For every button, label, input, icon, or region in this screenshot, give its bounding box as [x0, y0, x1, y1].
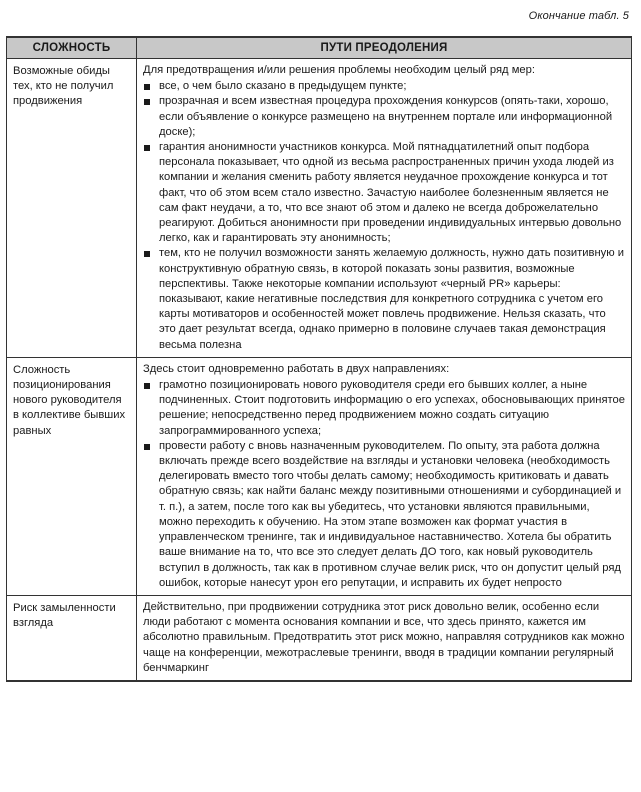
difficulty-cell: Сложность позиционирования нового руководителя в коллективе бывших равных [7, 357, 137, 595]
solution-cell [137, 357, 632, 595]
solution-list [143, 378, 625, 591]
header-difficulty: СЛОЖНОСТЬ [7, 37, 137, 59]
list-item: все, о чем было сказано в предыдущем пункте; [143, 79, 625, 94]
list-item: гарантия анонимности участников конкурса. Мой пятнадцатилетний опыт подбора персонала показывает, что одной из весьма распространенных причин ухода людей из компании и желания сменить работу является неудачное прохождение конкурса и тот факт, что об этом всем стало известно. Зачастую наиболее болезненным является не сам факт неудачи, а то, что все знают об этом и далеко не всегда доброжелательно реагируют. Добиться анонимности при проведении индивидуальных интервью довольно легко, как и гарантировать эту анонимность; [143, 140, 625, 246]
solution-cell [137, 59, 632, 358]
solution-intro: Здесь стоит одновременно работать в двух направлениях: [143, 362, 450, 375]
difficulty-cell: Риск замыленности взгляда [7, 595, 137, 681]
solution-intro: Для предотвращения и/или решения проблемы необходим целый ряд мер: [143, 64, 535, 76]
list-item: провести работу с вновь назначенным руководителем. По опыту, эта работа должна включать прежде всего воздействие на взгляды и установки человека (необходимость делегировать вместо того чтобы делать самому; необходимость критиковать и давать обратную связь; как найти баланс между позитивными отношениями и субординацией и т. п.), а затем, после того как вы убедитесь, что установки являются правильными, можно переходить к обучению. На этом этапе возможен как формат участия в управленческом тренинге, так и индивидуальное наставничество. Хотела бы обратить ваше внимание на то, что все это следует делать ДО того, как новый руководитель вступил в должность, так как в противном случае велик риск, что он допустит целый ряд ошибок, которые нанесут урон его репутации, и исправить их будет непросто [143, 439, 625, 591]
solution-cell [137, 595, 632, 681]
header-solutions: ПУТИ ПРЕОДОЛЕНИЯ [137, 37, 632, 59]
table-header-row [7, 37, 632, 59]
table-row [7, 59, 632, 358]
list-item: грамотно позиционировать нового руководителя среди его бывших коллег, а ныне подчиненных. Стоит подготовить информацию о его успехах, обосновывающих принятое решение; непосредственно перед продвижением можно создать ситуацию запрограммированного успеха; [143, 378, 625, 439]
difficulties-table [6, 36, 632, 682]
list-item: тем, кто не получил возможности занять желаемую должность, нужно дать позитивную и конструктивную обратную связь, в которой показать зоны развития, возможные перспективы. Также некоторые компании используют «черный PR» карьеры: показывают, какие негативные последствия для конкретного сотрудника с учетом его карты мотиваторов и особенностей может повлечь продвижение. Нельзя сказать, что это дает результат всегда, однако примерно в половине случаев такая демонстрация весьма полезна [143, 246, 625, 352]
table-row [7, 595, 632, 681]
table-row [7, 357, 632, 595]
solution-list [143, 79, 625, 353]
list-item: прозрачная и всем известная процедура прохождения конкурсов (опять-таки, хорошо, если объявление о конкурсе размещено на внутреннем портале или информационной доске); [143, 94, 625, 140]
table-caption: Окончание табл. 5 [528, 10, 629, 22]
difficulty-cell: Возможные обиды тех, кто не получил продвижения [7, 59, 137, 358]
solution-intro: Действительно, при продвижении сотрудника этот риск довольно велик, особенно если люди работают с момента основания компании и все, что здесь принято, кажется им абсолютно правильным. Предотвратить этот риск можно, направляя сотрудников как можно чаще на конференции, межотраслевые тренинги, вводя в традиции компании регулярный бенчмаркинг [143, 600, 625, 674]
